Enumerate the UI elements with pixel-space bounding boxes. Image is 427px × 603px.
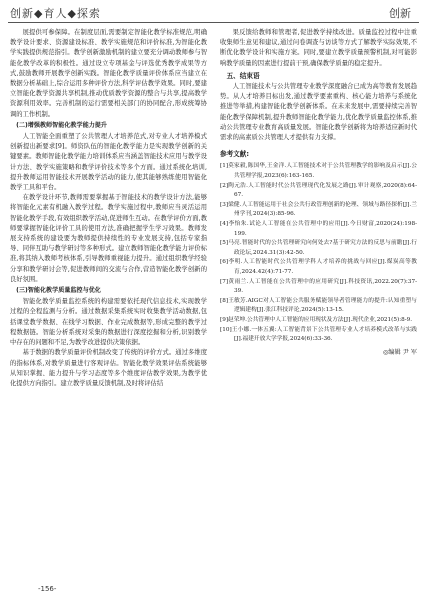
reference-item: [5]马亮.智能时代的公共管理研究向何处去?基于研究方法的反思与前瞻[J].行政论坛,2024.31(3):42-50. xyxy=(220,240,417,256)
page-number: -156- xyxy=(38,585,57,593)
journal-section-title: 创新◆育人◆探索 xyxy=(10,7,101,20)
running-header xyxy=(0,0,427,24)
body-paragraph: 在教学设计环节,教师需要掌握基于智能技术的教学设计方法,能够将智能化元素有机融入教学过程。教学实施过程中,教师应当灵活运用智能化教学手段,有效组织教学活动,促进师生互动。在教学评价方面,教师要掌握智能化评价工具的使用方法,准确把握学生学习效果。教师发展支持系统的建设要为教师提供持续性的专业发展支持,包括专家指导、同伴互助与教学研讨等多种形式。建立教师智能化教学能力评价标准,将其纳入教师考核体系,引导教师重视能力提升。通过组织教学经验分享和教学研讨会等,促进教师间的交流与合作,营造智能化教学创新的良好氛围。 xyxy=(10,194,207,283)
subsection-heading: (二)增强教师智能化教学能力提升 xyxy=(16,121,107,129)
body-paragraph: 展提供可参保障。在制度层面,需要制定智能化教学标准规范,明确教学设计要求、资源建设标准、教学实施规范和评价标准,为智能化教学实践提供规范指引。教学创新激励机制的建立要充分调动教师参与智能化教学改革的积极性。通过设立专项基金与评选优秀教学成果等方式,鼓励教师开展教学创新实践。智能化教学质量评价体系应当建立在数据分析基础上,综合运用多种评价方法,科学评估教学效果。同时,要建立智能化教学资源共享机制,推动优质教学资源的整合与共享,提高教学资源利用效率。完善机制的运行需要相关部门的协同配合,形成统筹协调的工作机制。 xyxy=(10,29,207,118)
section-heading: 五、结束语 xyxy=(226,71,260,80)
subsection-heading: (三)智能化教学质量监控与优化 xyxy=(16,287,101,295)
body-paragraph: 人工智能全面重塑了公共管理人才培养范式,对专业人才培养模式创新提出新要求[9]。师资队伍的智能化教学能力是实现教学创新的关键要素。教师智能化教学能力培训体系应当涵盖智能技术应用与教学设计方法、教学实施策略和教学评价技术等多个方面。通过系统化培训,提升教师运用智能技术开展教学活动的能力,使其能够熟练使用智能化教学工具和平台。 xyxy=(10,133,207,192)
reference-item: [1]莫家毅,陈国华,王金洋.人工智能技术对于公共管理教学的影响及启示[J].公共管理学报,2023(6):163-165. xyxy=(220,163,417,180)
right-column xyxy=(220,28,417,583)
header-rule xyxy=(8,22,419,23)
reference-item: [8]王敏芳.AIGC对人工智能公共服务赋能领导者管理能力的提升:认知重塑与逻辑建构[J].张江科技评论,2024(5):13-15. xyxy=(220,297,417,314)
reference-item: [3]梁健.人工智能运用于社会公共行政管理创新的伦理、领域与路径探析[J].兰州学刊,2024(3):85-96. xyxy=(220,201,417,218)
reference-list xyxy=(220,162,417,344)
references-heading: 参考文献: xyxy=(220,150,250,159)
body-paragraph: 智能化教学质量监控系统的构建需要依托现代信息技术,实现教学过程的全程监测与分析。通过数据采集系统实时收集教学活动数据,包括课堂教学数据、在线学习数据、作业完成数据等,形成完整的教学过程数据链。智能分析系统对采集的数据进行深度挖掘和分析,识别教学中存在的问题和不足,为教学改进提供决策依据。 xyxy=(10,298,207,347)
reference-item: [6]李明.人工智能时代公共管理学科人才培养的挑战与回应[J].煤炭高等教育,2024.42(4):71-77. xyxy=(220,259,417,275)
body-paragraph: 人工智能技术与公共管理专业教学深度融合已成为高等教育发展趋势。从人才培养目标出发,通过教学要素重构、核心能力培养与系统化推进等举措,构建智能化教学创新体系。在未来发展中,需要持续完善智能化教学保障机制,提升教师智能化教学能力,优化教学质量监控体系,推动公共管理专业教育高质量发展。智能化教学创新将为培养适应新时代需求的高素质公共管理人才提供有力支撑。 xyxy=(220,83,417,142)
reference-item: [10]王小娜.一体五翼:人工智能背景下公共管理专业人才培养模式改革与实践[J].福建开放大学学报,2024(6):33-36. xyxy=(220,326,417,343)
editor-credit: ◎编辑 尹 军 xyxy=(382,348,417,356)
body-paragraph: 果反馈给教师和管理者,促进教学持续改进。质量监控过程中注重收集师生意见和建议,通过问卷调查与访谈等方式了解教学实际效果,不断优化教学设计和实施方案。同时,要建立教学质量预警机制,对可能影响教学质量的因素进行提前干预,确保教学质量的稳定提升。 xyxy=(220,29,417,67)
reference-item: [4]李怡朱.试论人工智能在公共管理中的应用[J].今日财富,2020(24):198-199. xyxy=(220,221,417,237)
journal-section-label: 创新 xyxy=(389,7,411,20)
body-paragraph: 基于数据的教学质量评价机制改变了传统的评价方式。通过多维度的指标体系,对教学质量进行客观评估。智能化教学效果评估系统能够从知识掌握、能力提升与学习态度等多个维度评估教学效果,为教学优化提供方向指引。建立教学质量反馈机制,及时将评估结 xyxy=(10,349,207,387)
reference-item: [7]黄雨兰.人工智能在公共管理中的应用研究[J].科技资讯,2022.20(7):37-39. xyxy=(220,278,417,295)
reference-item: [9]赵荣坤.公共管理中人工智能的应用现状及方法[J].现代企业,2021(5):8-9. xyxy=(220,316,413,323)
left-column xyxy=(10,28,207,583)
reference-item: [2]陶元浩.人工智能时代公共管理现代化发展之路[J].审计观察,2020(8):64-67. xyxy=(220,182,417,199)
